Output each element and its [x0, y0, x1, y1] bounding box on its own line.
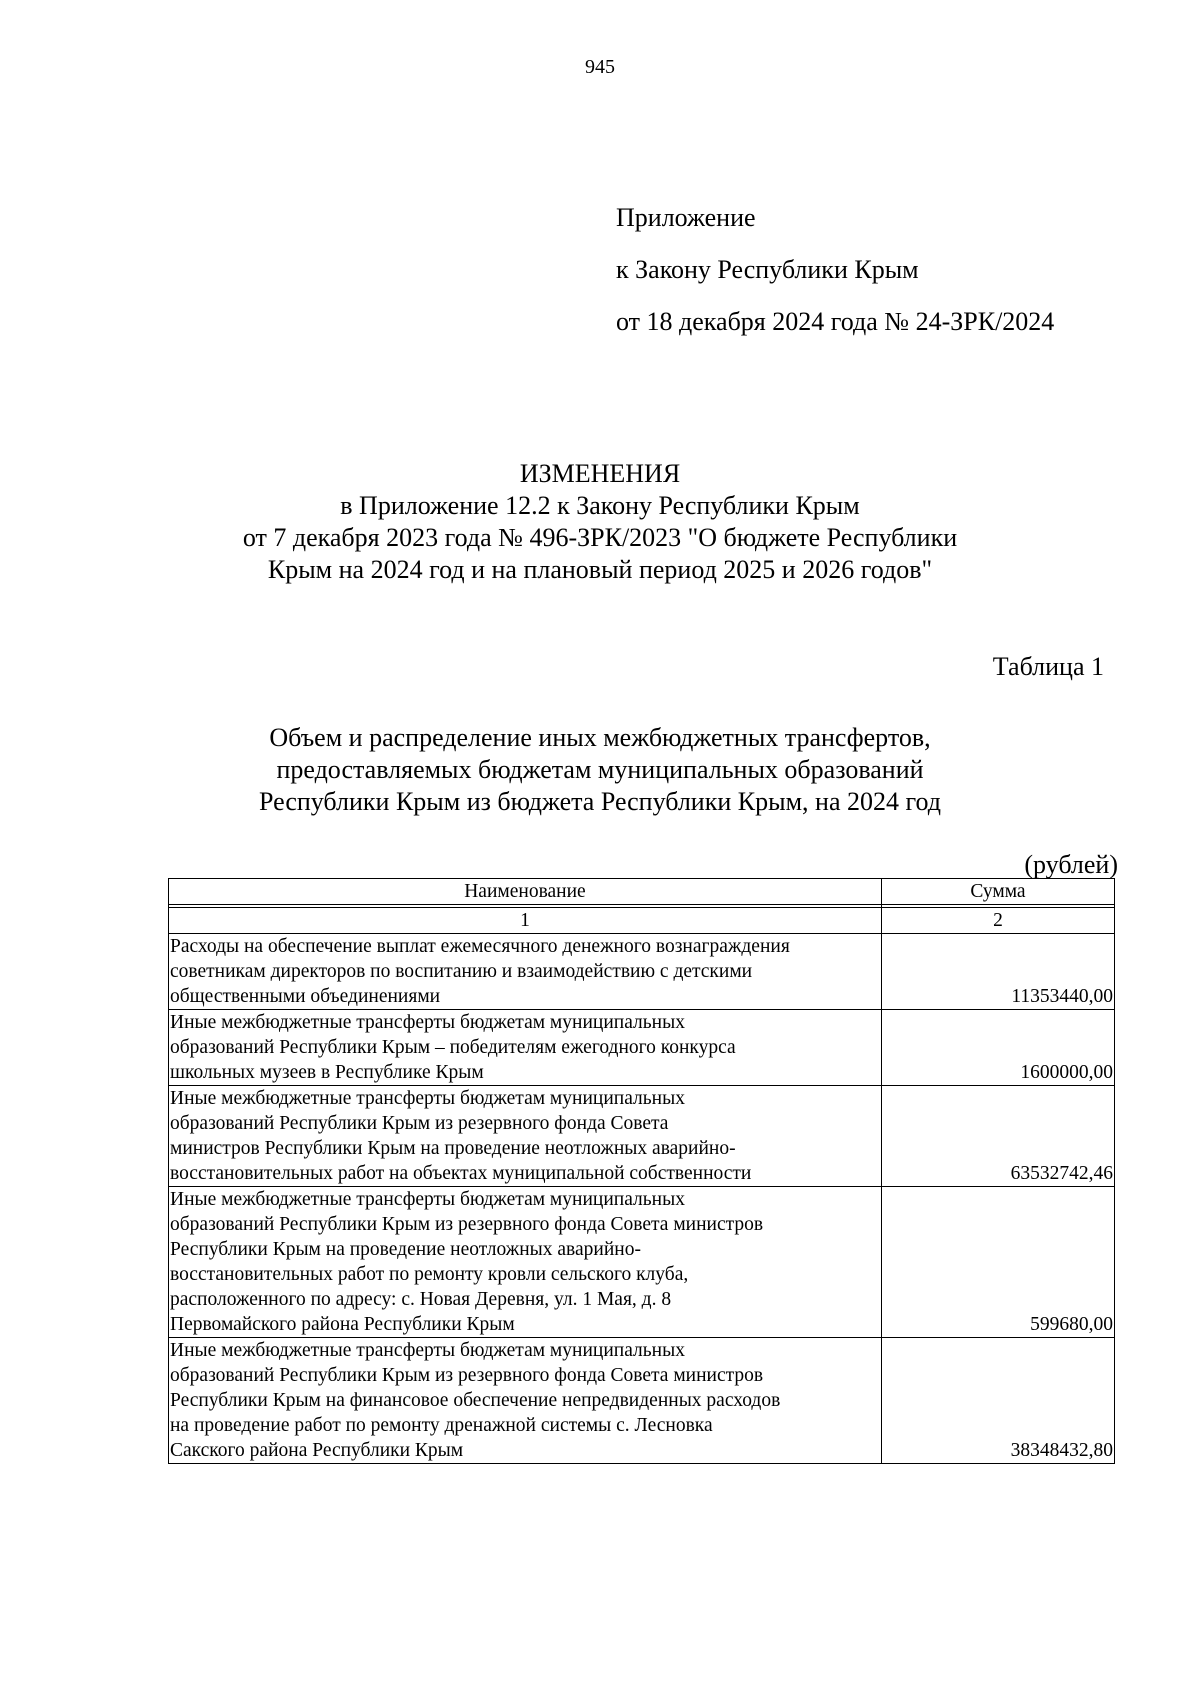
appendix-line-3: от 18 декабря 2024 года № 24-ЗРК/2024: [616, 307, 1055, 336]
row-name-line: образований Республики Крым из резервного фонда Совета министров: [170, 1365, 764, 1386]
table-title: [0, 722, 1200, 818]
units-label: (рублей): [1024, 850, 1118, 879]
column-number-row: [169, 908, 1115, 934]
row-name-line: Иные межбюджетные трансферты бюджетам муниципальных: [170, 1340, 685, 1361]
row-name-cell: [169, 934, 882, 1010]
row-name-cell: [169, 1187, 882, 1338]
subtitle-line-3: Республики Крым из бюджета Республики Крым, на 2024 год: [259, 787, 941, 816]
row-name-line: восстановительных работ на объектах муниципальной собственности: [170, 1163, 752, 1184]
document-title: [0, 458, 1200, 586]
table-label: Таблица 1: [992, 652, 1104, 681]
row-name-line: Расходы на обеспечение выплат ежемесячного денежного вознаграждения: [170, 936, 790, 957]
row-name-line: Иные межбюджетные трансферты бюджетам муниципальных: [170, 1189, 685, 1210]
row-name-line: Первомайского района Республики Крым: [170, 1314, 515, 1335]
row-name-line: образований Республики Крым – победителям ежегодного конкурса: [170, 1037, 736, 1058]
row-name-line: Иные межбюджетные трансферты бюджетам муниципальных: [170, 1012, 685, 1033]
row-sum-cell: 599680,00: [881, 1187, 1114, 1338]
subtitle-line-1: Объем и распределение иных межбюджетных трансфертов,: [269, 723, 931, 752]
page-number: 945: [585, 56, 615, 78]
row-name-line: министров Республики Крым на проведение неотложных аварийно-: [170, 1138, 736, 1159]
row-sum-cell: 63532742,46: [881, 1086, 1114, 1187]
row-name-line: Сакского района Республики Крым: [170, 1440, 464, 1461]
row-name-line: образований Республики Крым из резервного фонда Совета: [170, 1113, 669, 1134]
table-row: [169, 934, 1115, 1010]
appendix-line-2: к Закону Республики Крым: [616, 255, 919, 284]
transfers-table: [168, 878, 1115, 1464]
row-sum-cell: 11353440,00: [881, 934, 1114, 1010]
row-sum-cell: 1600000,00: [881, 1010, 1114, 1086]
table-row: [169, 1010, 1115, 1086]
column-number-name: 1: [169, 908, 882, 934]
title-line-2: в Приложение 12.2 к Закону Республики Крым: [340, 491, 860, 520]
row-name-line: на проведение работ по ремонту дренажной системы с. Лесновка: [170, 1415, 713, 1436]
title-line-1: ИЗМЕНЕНИЯ: [519, 459, 681, 488]
row-name-cell: [169, 1338, 882, 1464]
title-line-3: от 7 декабря 2023 года № 496-ЗРК/2023 "О бюджете Республики: [242, 523, 958, 552]
table-body: [169, 934, 1115, 1464]
column-number-sum: 2: [881, 908, 1114, 934]
row-name-cell: [169, 1010, 882, 1086]
row-name-line: Республики Крым на проведение неотложных аварийно-: [170, 1239, 641, 1260]
title-line-4: Крым на 2024 год и на плановый период 2025 и 2026 годов": [267, 555, 933, 584]
appendix-line-1: Приложение: [616, 203, 756, 232]
row-name-line: советникам директоров по воспитанию и взаимодействию с детскими: [170, 961, 753, 982]
row-name-line: Республики Крым на финансовое обеспечение непредвиденных расходов: [170, 1390, 781, 1411]
row-name-line: Иные межбюджетные трансферты бюджетам муниципальных: [170, 1088, 685, 1109]
table-row: [169, 1086, 1115, 1187]
appendix-block: [616, 192, 1054, 348]
header-sum: Сумма: [881, 879, 1114, 905]
row-name-line: образований Республики Крым из резервного фонда Совета министров: [170, 1214, 764, 1235]
row-name-line: расположенного по адресу: с. Новая Деревня, ул. 1 Мая, д. 8: [170, 1289, 672, 1310]
row-name-line: восстановительных работ по ремонту кровли сельского клуба,: [170, 1264, 689, 1285]
row-name-line: общественными объединениями: [170, 986, 441, 1007]
subtitle-line-2: предоставляемых бюджетам муниципальных образований: [276, 755, 924, 784]
table-row: [169, 1338, 1115, 1464]
header-name: Наименование: [169, 879, 882, 905]
table-row: [169, 1187, 1115, 1338]
row-sum-cell: 38348432,80: [881, 1338, 1114, 1464]
row-name-cell: [169, 1086, 882, 1187]
row-name-line: школьных музеев в Республике Крым: [170, 1062, 484, 1083]
table-header-row: [169, 879, 1115, 905]
